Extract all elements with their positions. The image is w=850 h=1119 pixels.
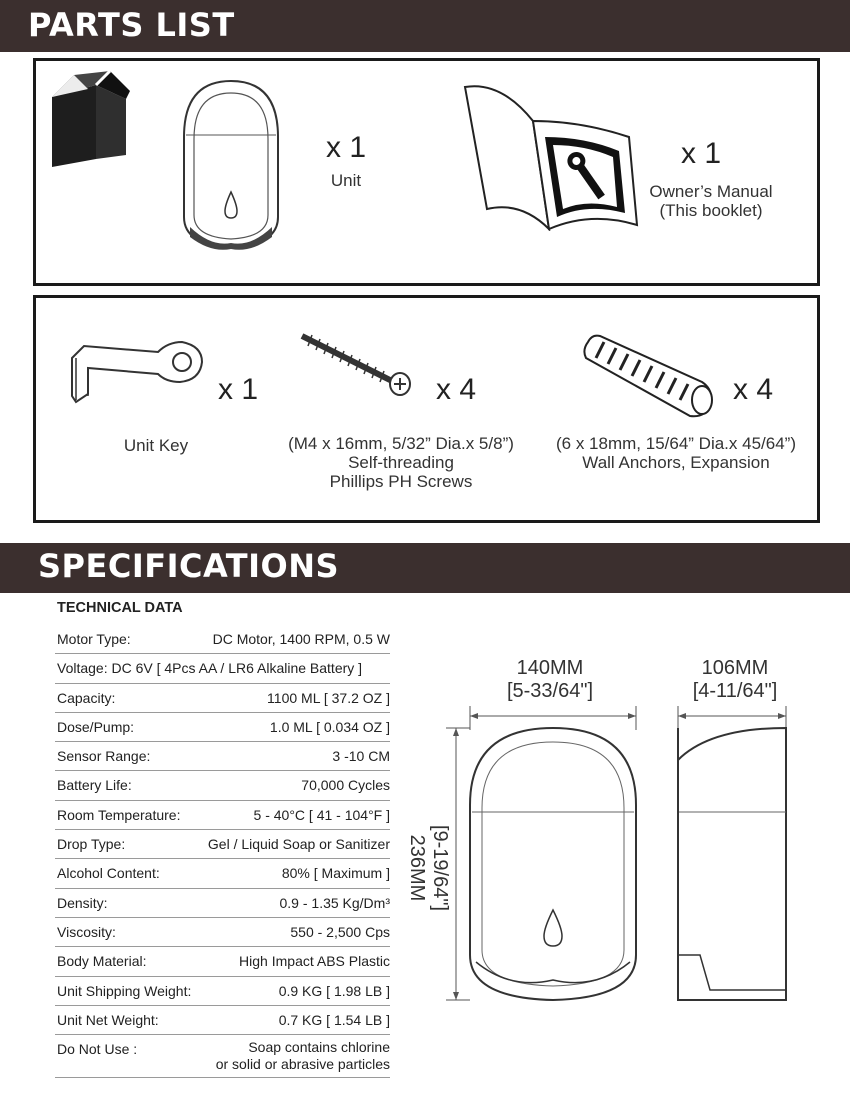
- width-mm: 140MM: [516, 657, 584, 679]
- spec-key: Unit Shipping Weight:: [57, 982, 192, 999]
- specifications-banner: [0, 543, 850, 593]
- depth-dimension-label: [670, 657, 800, 703]
- manual-label-line1: Owner’s Manual: [649, 182, 773, 201]
- spec-value: 550 - 2,500 Cps: [290, 923, 390, 940]
- unit-key-illustration: [68, 338, 208, 408]
- wall-anchor-illustration: [578, 332, 718, 420]
- anchor-label-line1: (6 x 18mm, 15/64” Dia.x 45/64”): [556, 434, 796, 453]
- anchor-quantity: x 4: [733, 373, 774, 406]
- spec-row: [55, 625, 390, 654]
- manual-quantity: x 1: [681, 137, 722, 170]
- spec-row: [55, 947, 390, 976]
- screw-label-line1: (M4 x 16mm, 5/32” Dia.x 5/8”): [288, 434, 514, 453]
- spec-row: [55, 830, 390, 859]
- spec-key: Alcohol Content:: [57, 865, 160, 882]
- parts-list-title: PARTS LIST: [28, 6, 235, 44]
- screw-label-line3: Phillips PH Screws: [329, 472, 473, 491]
- screw-quantity: x 4: [436, 373, 477, 406]
- spec-value: DC Motor, 1400 RPM, 0.5 W: [212, 631, 390, 647]
- spec-row: [55, 713, 390, 742]
- owners-manual-illustration: [461, 81, 641, 231]
- spec-row-do-not-use: [55, 1035, 390, 1078]
- spec-value: 0.9 KG [ 1.98 LB ]: [278, 982, 390, 999]
- parts-list-banner: [0, 0, 850, 52]
- spec-key: Sensor Range:: [57, 748, 151, 765]
- screw-label-line2: Self-threading: [348, 453, 454, 472]
- spec-value: 1.0 ML [ 0.034 OZ ]: [269, 718, 390, 735]
- key-quantity: x 1: [218, 373, 259, 406]
- screw-illustration: [298, 332, 416, 398]
- depth-mm: 106MM: [701, 657, 769, 679]
- width-dimension-label: [470, 657, 630, 703]
- spec-key: Unit Net Weight:: [57, 1011, 159, 1028]
- spec-key: Voltage: DC 6V [ 4Pcs AA / LR6 Alkaline Battery ]: [57, 660, 363, 677]
- unit-quantity: x 1: [326, 131, 367, 164]
- technical-data-table: [55, 625, 390, 1078]
- spec-key: Room Temperature:: [57, 806, 181, 823]
- spec-value: 3 -10 CM: [332, 748, 390, 765]
- spec-value: Gel / Liquid Soap or Sanitizer: [207, 836, 390, 853]
- spec-key: Capacity:: [57, 689, 116, 706]
- spec-value: High Impact ABS Plastic: [239, 953, 390, 970]
- spec-value: 0.9 - 1.35 Kg/Dm³: [279, 894, 390, 911]
- spec-key: Density:: [57, 894, 108, 911]
- spec-value-line2: or solid or abrasive particles: [215, 1056, 390, 1073]
- spec-row: [55, 889, 390, 918]
- depth-in: [4-11/64"]: [692, 680, 778, 702]
- spec-row: [55, 859, 390, 888]
- spec-row: [55, 742, 390, 771]
- key-label: Unit Key: [123, 436, 189, 455]
- width-in: [5-33/64"]: [506, 680, 594, 702]
- dimension-drawing: [440, 700, 790, 1010]
- spec-value: 1100 ML [ 37.2 OZ ]: [267, 689, 390, 706]
- spec-value: 80% [ Maximum ]: [281, 865, 390, 882]
- spec-value: 5 - 40°C [ 41 - 104°F ]: [253, 806, 390, 823]
- unit-label: Unit: [330, 171, 362, 190]
- parts-box-top: [33, 58, 820, 286]
- spec-key: Do Not Use :: [57, 1041, 138, 1058]
- height-mm: 236MM: [406, 834, 428, 902]
- spec-value: 70,000 Cycles: [301, 777, 390, 794]
- spec-key: Viscosity:: [57, 923, 116, 940]
- spec-key: Body Material:: [57, 953, 147, 970]
- dispenser-unit-illustration: [176, 77, 286, 252]
- spec-row: [55, 977, 390, 1006]
- specifications-title: SPECIFICATIONS: [38, 547, 340, 585]
- spec-row: [55, 1006, 390, 1035]
- spec-row: [55, 654, 390, 683]
- package-box-icon: [44, 67, 132, 167]
- spec-row: [55, 918, 390, 947]
- spec-value: 0.7 KG [ 1.54 LB ]: [278, 1011, 390, 1028]
- manual-label-line2: (This booklet): [659, 201, 763, 220]
- spec-value-line1: Soap contains chlorine: [248, 1039, 390, 1056]
- spec-key: Motor Type:: [57, 631, 131, 647]
- spec-key: Battery Life:: [57, 777, 132, 794]
- spec-row: [55, 771, 390, 800]
- parts-box-bottom: [33, 295, 820, 523]
- spec-value: [216, 1039, 390, 1073]
- spec-row: [55, 801, 390, 830]
- spec-key: Dose/Pump:: [57, 718, 135, 735]
- spec-key: Drop Type:: [57, 836, 126, 853]
- technical-data-title: TECHNICAL DATA: [57, 600, 183, 616]
- height-in: [9-19/64"]: [429, 824, 451, 912]
- spec-row: [55, 684, 390, 713]
- anchor-label-line2: Wall Anchors, Expansion: [582, 453, 770, 472]
